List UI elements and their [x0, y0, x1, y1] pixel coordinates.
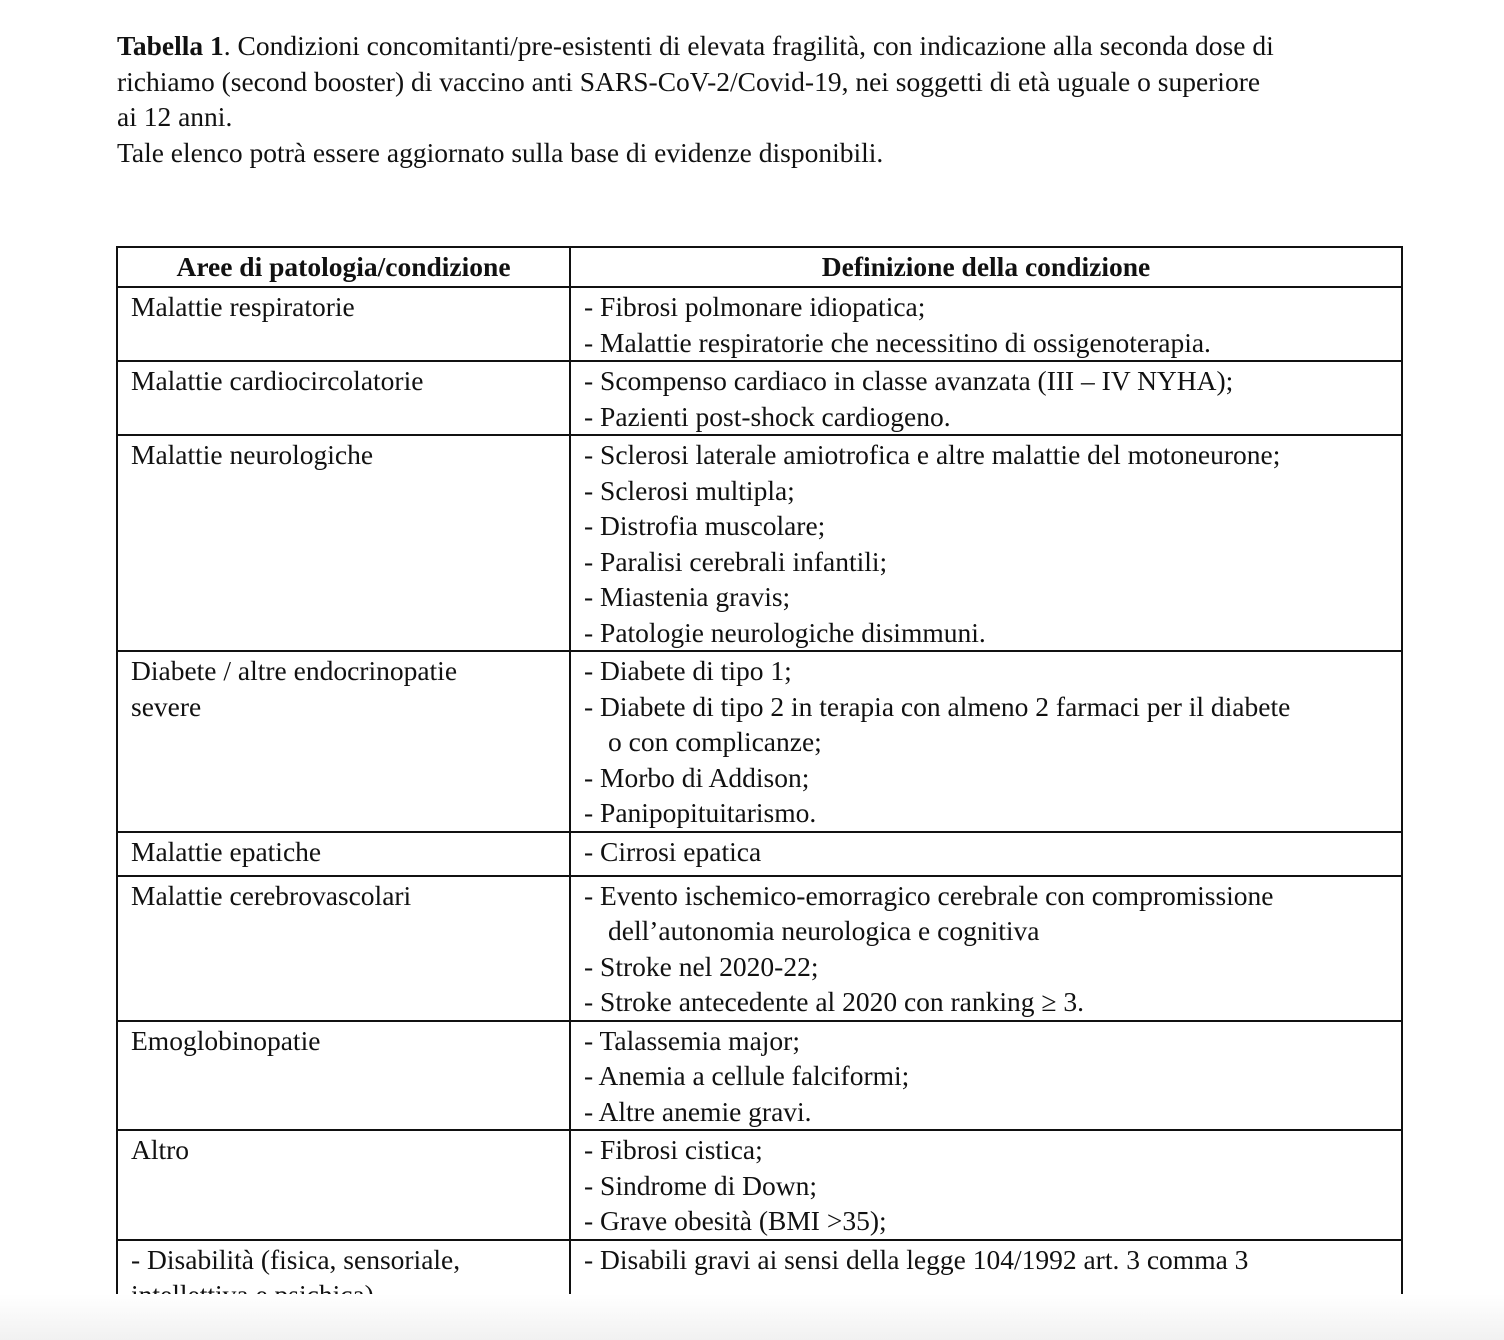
- condition-definition-cell: [570, 435, 1402, 651]
- condition-definition-item: - Anemia a cellule falciformi;: [584, 1060, 910, 1091]
- condition-definition-item: - Stroke antecedente al 2020 con ranking ≥ 3.: [584, 986, 1084, 1017]
- condition-definition-item: - Paralisi cerebrali infantili;: [584, 545, 888, 577]
- condition-definition-item: - Evento ischemico-emorragico cerebrale con compromissione: [584, 879, 1274, 911]
- condition-definition-cell: [570, 361, 1402, 435]
- condition-area-text: Emoglobinopatie: [131, 1024, 321, 1056]
- condition-definition-item: - Miastenia gravis;: [584, 581, 791, 612]
- condition-area-text: - Disabilità (fisica, sensoriale,: [131, 1243, 461, 1275]
- condition-definition-item: - Cirrosi epatica: [584, 835, 762, 867]
- condition-area-text: Malattie neurologiche: [131, 439, 374, 470]
- condition-area-cell: [117, 832, 570, 876]
- condition-definition-item: - Sclerosi multipla;: [584, 474, 795, 506]
- condition-definition-item: - Talassemia major;: [584, 1024, 800, 1056]
- caption-paragraph: [117, 28, 1407, 135]
- caption-text-line: richiamo (second booster) di vaccino anti SARS-CoV-2/Covid-19, nei soggetti di età uguale o superiore: [117, 65, 1261, 97]
- table-body: [117, 287, 1402, 1314]
- condition-definition-item: - Pazienti post-shock cardiogeno.: [584, 400, 951, 432]
- condition-definition-cell: [570, 287, 1402, 361]
- condition-area-cell: [117, 1130, 570, 1240]
- condition-definition-item: - Sclerosi laterale amiotrofica e altre malattie del motoneurone;: [584, 439, 1281, 470]
- condition-area-text: Malattie cardiocircolatorie: [131, 365, 424, 396]
- condition-definition-item: - Grave obesità (BMI >35);: [584, 1205, 887, 1236]
- condition-definition-item: o con complicanze;: [608, 726, 822, 757]
- condition-area-text: Malattie epatiche: [131, 835, 322, 867]
- condition-definition-item: - Scompenso cardiaco in classe avanzata (III – IV NYHA);: [584, 365, 1234, 396]
- table-row: [117, 361, 1402, 435]
- condition-definition-item: - Morbo di Addison;: [584, 761, 810, 793]
- condition-area-cell: [117, 361, 570, 435]
- table-caption: [117, 28, 1407, 170]
- condition-definition-cell: [570, 651, 1402, 832]
- table-row: [117, 1021, 1402, 1131]
- condition-area-text: Malattie cerebrovascolari: [131, 879, 412, 911]
- table-header-row: [117, 247, 1402, 287]
- condition-definition-cell: [570, 1130, 1402, 1240]
- condition-definition-cell: [570, 832, 1402, 876]
- condition-area-cell: [117, 651, 570, 832]
- condition-area-text: severe: [131, 690, 202, 722]
- condition-area-cell: [117, 876, 570, 1021]
- condition-definition-item: - Fibrosi polmonare idiopatica;: [584, 291, 926, 322]
- header-definition: Definizione della condizione: [570, 247, 1402, 287]
- condition-definition-item: - Altre anemie gravi.: [584, 1095, 812, 1127]
- condition-definition-item: - Sindrome di Down;: [584, 1169, 817, 1201]
- condition-definition-item: - Panipopituitarismo.: [584, 797, 817, 828]
- condition-definition-item: - Distrofia muscolare;: [584, 510, 826, 541]
- condition-area-text: Altro: [131, 1134, 190, 1165]
- condition-definition-item: - Diabete di tipo 2 in terapia con almeno 2 farmaci per il diabete: [584, 690, 1291, 722]
- table-row: [117, 287, 1402, 361]
- condition-definition-item: - Disabili gravi ai sensi della legge 104/1992 art. 3 comma 3: [584, 1243, 1249, 1275]
- table-row: [117, 435, 1402, 651]
- condition-definition-cell: [570, 876, 1402, 1021]
- condition-area-text: Malattie respiratorie: [131, 291, 355, 322]
- condition-area-cell: [117, 435, 570, 651]
- condition-definition-item: - Patologie neurologiche disimmuni.: [584, 616, 986, 648]
- caption-text-line: ai 12 anni.: [117, 101, 233, 132]
- condition-definition-cell: [570, 1021, 1402, 1131]
- condition-area-text: Diabete / altre endocrinopatie: [131, 655, 458, 686]
- table-row: [117, 1130, 1402, 1240]
- condition-definition-item: - Fibrosi cistica;: [584, 1134, 763, 1165]
- condition-definition-item: - Stroke nel 2020-22;: [584, 950, 819, 982]
- table-row: [117, 876, 1402, 1021]
- condition-area-cell: [117, 287, 570, 361]
- page-bottom-shadow: [0, 1294, 1504, 1340]
- caption-label: Tabella 1: [117, 30, 224, 61]
- table-row: [117, 832, 1402, 876]
- condition-definition-item: - Malattie respiratorie che necessitino di ossigenoterapia.: [584, 326, 1211, 358]
- condition-area-cell: [117, 1021, 570, 1131]
- caption-text-line: . Condizioni concomitanti/pre-esistenti di elevata fragilità, con indicazione alla seconda dose di: [223, 30, 1274, 61]
- condition-definition-item: - Diabete di tipo 1;: [584, 655, 792, 686]
- condition-definition-item: dell’autonomia neurologica e cognitiva: [608, 915, 1040, 946]
- fragility-conditions-table: [116, 246, 1403, 1315]
- table-row: [117, 651, 1402, 832]
- header-area: Aree di patologia/condizione: [117, 247, 570, 287]
- caption-note: Tale elenco potrà essere aggiornato sulla base di evidenze disponibili.: [117, 136, 884, 168]
